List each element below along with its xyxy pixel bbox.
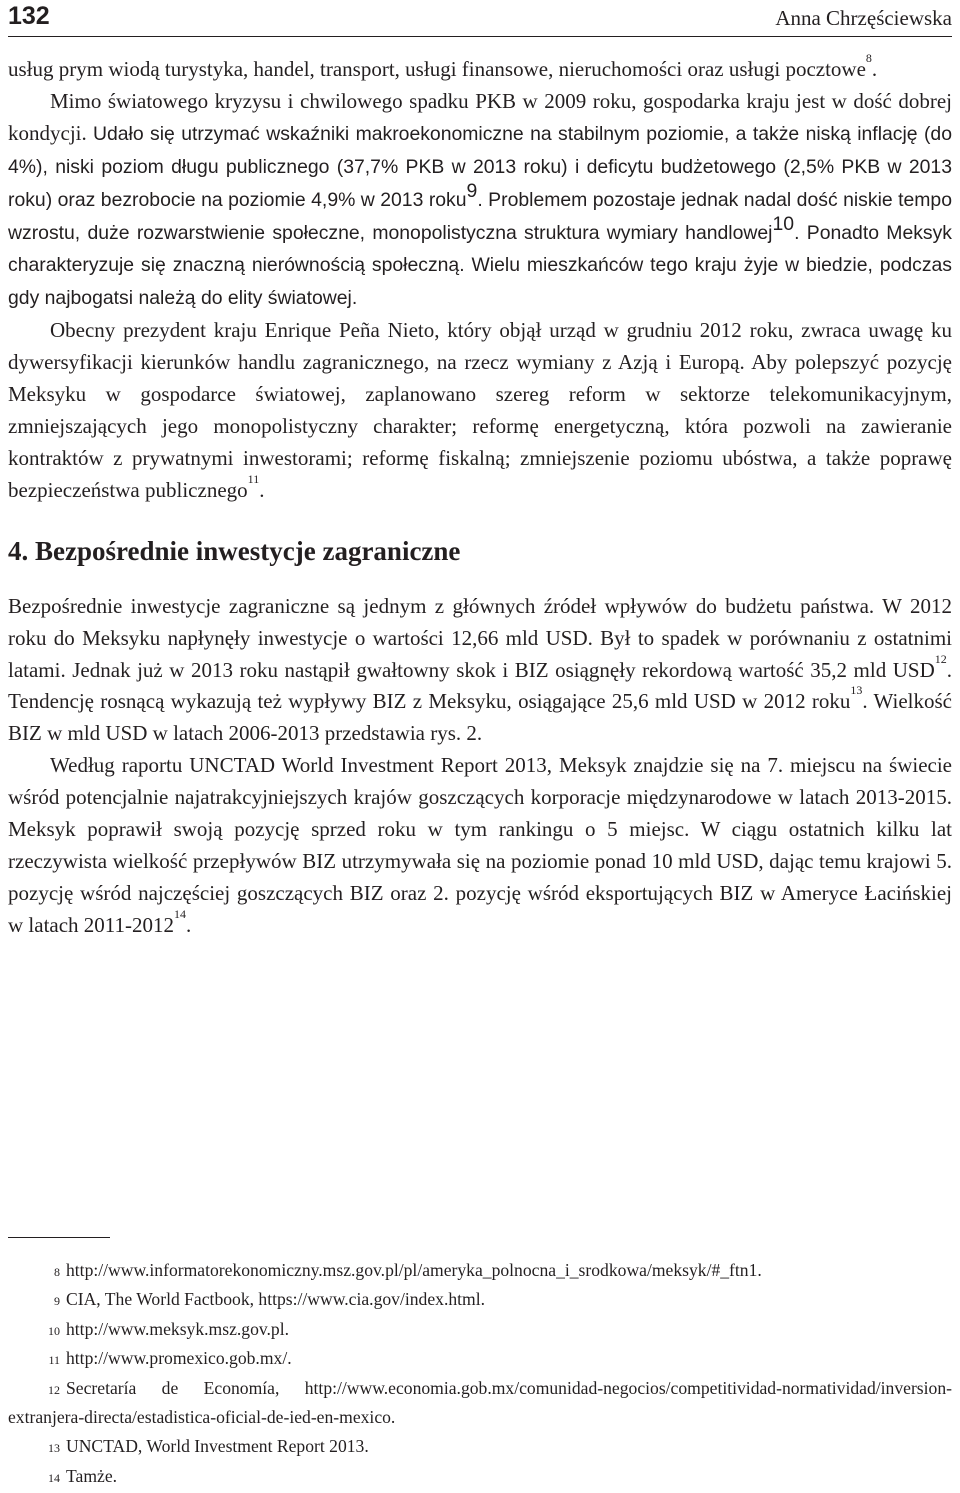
footnote-ref-11[interactable]: 11	[247, 471, 260, 486]
paragraph-2	[8, 86, 952, 315]
paragraph-text: Według raportu UNCTAD World Investment Report 2013, Meksyk znajdzie się na 7. miejscu na świecie wśród potencjalnie najatrakcyjniejszych krajów goszczących korporacje międzynarodowe w latach 2013-2015. Meksyk poprawił swoją pozycję sprzed roku w tym rankingu o 5 miejsc. W ciągu ostatnich kilku lat rzeczywista wielkość przepływów BIZ utrzymywała się na poziomie ponad 10 mld USD, dając temu krajowi 5. pozycję wśród najczęściej goszczących BIZ oraz 2. pozycję wśród eksportujących BIZ w Ameryce Łacińskiej w latach 2011-2012	[8, 753, 952, 937]
footnote-11	[8, 1344, 952, 1373]
paragraph-4	[8, 591, 952, 751]
page-number: 132	[8, 2, 50, 30]
paragraph-text-sans: Udało się utrzymać wskaźniki makroekonomiczne na stabilnym poziomie, a także niską inflację (do 4%), niski poziom długu publicznego (37,7% PKB w 2013 roku) i deficytu budżetowego (2,5% PKB w 2013 roku) oraz bezrobocie na poziomie 4,9% w 2013 roku	[8, 122, 952, 211]
footnotes	[8, 1256, 952, 1491]
paragraph-text: . Wielkość BIZ w mld USD w latach 2006-2013 przedstawia rys. 2.	[8, 689, 952, 746]
paragraph-1	[8, 51, 952, 86]
footnote-number: 14	[48, 1470, 60, 1485]
footnote-10	[8, 1315, 952, 1344]
footnote-number: 8	[54, 1265, 60, 1279]
footnote-number: 11	[48, 1353, 60, 1368]
paragraph-text: Mimo światowego kryzysu i chwilowego spadku PKB w 2009 roku, gospodarka kraju jest w dość dobrej kondycji.	[8, 88, 952, 145]
footnote-ref-9[interactable]: 9	[466, 179, 478, 202]
paragraph-text: .	[871, 57, 878, 81]
page-header	[8, 0, 952, 37]
paragraph-text: . Tendencję rosnącą wykazują też wypływy BIZ z Meksyku, osiągające 25,6 mld USD w 2012 roku	[8, 657, 952, 714]
footnote-number: 10	[48, 1323, 60, 1338]
paragraph-text: Obecny prezydent kraju Enrique Peña Nieto, który objął urząd w grudniu 2012 roku, zwraca uwagę ku dywersyfikacji kierunków handlu zagranicznego, na rzecz wymiany z Azją i Europą. Aby polepszyć pozycję Meksyku w gospodarce światowej, zaplanowano szereg reform w sektorze telekomunikacyjnym, zmniejszających jego monopolistyczny charakter; reformę energetyczną, która pozwoli na zawieranie kontraktów z prywatnymi inwestorami; reformę fiskalną; zmniejszenie poziomu ubóstwa, a także poprawę bezpieczeństwa publicznego	[8, 318, 952, 502]
main-text	[8, 51, 953, 942]
footnote-number: 12	[48, 1382, 60, 1397]
footnote-ref-8[interactable]: 8	[865, 51, 872, 65]
footnote-ref-12[interactable]: 12	[934, 651, 947, 666]
paragraph-text-sans: . Problemem pozostaje jednak nadal dość niskie tempo wzrostu, duże rozwarstwienie społeczne, monopolistyczna struktura wymiary handlowej	[8, 188, 952, 244]
footnote-text[interactable]: CIA, The World Factbook, https://www.cia.gov/index.html.	[66, 1289, 486, 1310]
footnote-number: 9	[54, 1294, 60, 1309]
footnote-divider	[8, 1237, 110, 1238]
footnote-text: UNCTAD, World Investment Report 2013.	[66, 1436, 369, 1457]
paragraph-5	[8, 750, 952, 941]
section-heading: 4. Bezpośrednie inwestycje zagraniczne	[8, 535, 461, 566]
footnote-text[interactable]: http://www.meksyk.msz.gov.pl.	[66, 1318, 290, 1339]
footnote-text[interactable]: http://www.promexico.gob.mx/.	[66, 1348, 292, 1369]
footnote-ref-14[interactable]: 14	[174, 906, 187, 921]
footnote-ref-13[interactable]: 13	[850, 683, 863, 698]
paragraph-text: .	[186, 912, 192, 937]
footnote-ref-10[interactable]: 10	[772, 212, 795, 235]
footnote-text[interactable]: Secretaría de Economía, http://www.economia.gob.mx/comunidad-negocios/competitividad-normatividad/inversion-extranjera-directa/estadistica-oficial-de-ied-en-mexico.	[8, 1377, 952, 1428]
paragraph-text: Bezpośrednie inwestycje zagraniczne są jednym z głównych źródeł wpływów do budżetu państwa. W 2012 roku do Meksyku napłynęły inwestycje o wartości 12,66 mld USD. Był to spadek w porównaniu z ostatnimi latami. Jednak już w 2013 roku nastąpił gwałtowny skok i BIZ osiągnęły rekordową wartość 35,2 mld USD	[8, 593, 952, 682]
paragraph-text-sans: . Ponadto Meksyk charakteryzuje się znaczną nierównością społeczną. Wielu mieszkańców tego kraju żyje w biedzie, podczas gdy najbogatsi należą do elity światowej.	[8, 221, 953, 310]
footnote-12	[8, 1374, 952, 1433]
paragraph-text: usług prym wiodą turystyka, handel, transport, usługi finansowe, nieruchomości oraz usługi pocztowe	[8, 57, 866, 81]
footnote-9	[8, 1285, 952, 1314]
running-head-author: Anna Chrzęściewska	[775, 6, 952, 30]
footnote-14	[8, 1462, 952, 1491]
footnote-8	[8, 1256, 952, 1285]
footnote-13	[8, 1432, 952, 1461]
paragraph-3	[8, 315, 952, 506]
paragraph-text: .	[259, 477, 265, 502]
footnote-text[interactable]: http://www.informatorekonomiczny.msz.gov.pl/pl/ameryka_polnocna_i_srodkowa/meksyk/#_ftn1.	[66, 1260, 762, 1280]
footnote-number: 13	[48, 1441, 60, 1456]
footnote-text: Tamże.	[66, 1465, 118, 1486]
